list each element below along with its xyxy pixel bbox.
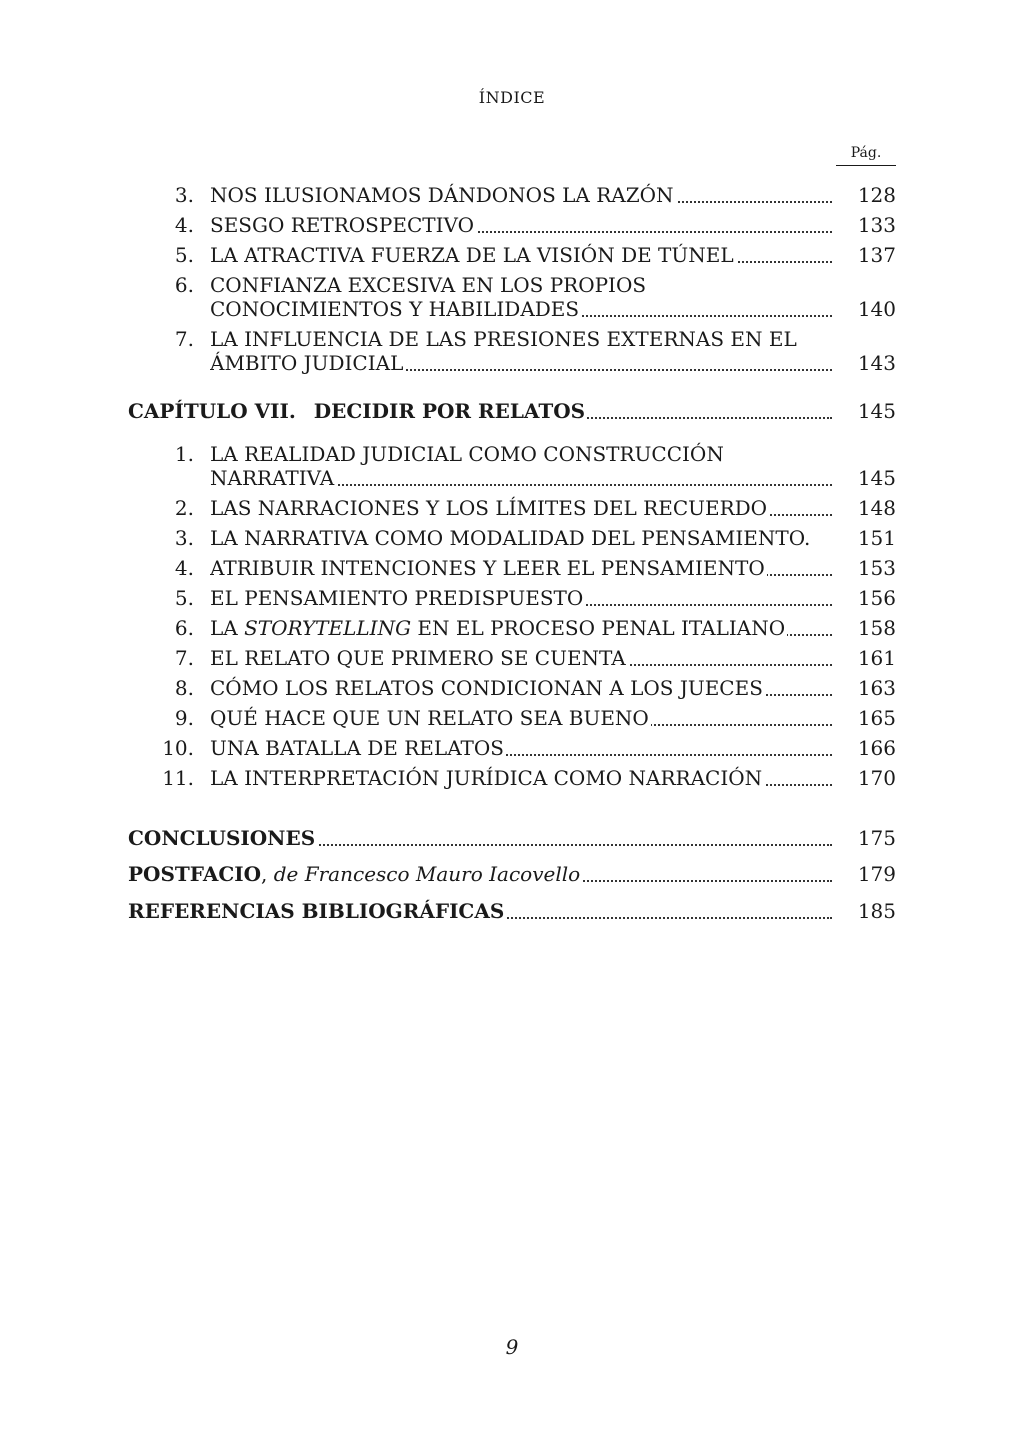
entry-title: ATRIBUIR INTENCIONES Y LEER EL PENSAMIENTO <box>210 553 832 583</box>
toc-entry <box>0 523 1024 553</box>
toc-backmatter-entry <box>0 896 1024 926</box>
entry-number: 6. <box>174 616 194 640</box>
entry-title: LA NARRATIVA COMO MODALIDAD DEL PENSAMIENTO. <box>210 526 811 550</box>
entry-number: 4. <box>174 556 194 580</box>
entry-page: 145 <box>857 466 896 490</box>
toc-entry <box>0 583 1024 613</box>
entry-title: SESGO RETROSPECTIVO <box>210 210 832 240</box>
toc-entry-continued <box>0 348 1024 378</box>
entry-title: LAS NARRACIONES Y LOS LÍMITES DEL RECUERDO <box>210 493 832 523</box>
entry-title: QUÉ HACE QUE UN RELATO SEA BUENO <box>210 703 832 733</box>
entry-number: 8. <box>174 676 194 700</box>
chapter-title <box>128 396 832 426</box>
toc-entry <box>0 733 1024 763</box>
toc-entry <box>0 673 1024 703</box>
entry-title: NOS ILUSIONAMOS DÁNDONOS LA RAZÓN <box>210 180 832 210</box>
entry-page: 128 <box>857 183 896 207</box>
page-column-label: Pág. <box>836 145 896 166</box>
entry-number: 7. <box>174 327 194 351</box>
entry-number: 5. <box>174 586 194 610</box>
entry-page: 153 <box>857 556 896 580</box>
toc-entry <box>0 210 1024 240</box>
entry-title: UNA BATALLA DE RELATOS <box>210 733 832 763</box>
entry-title-line-1: CONFIANZA EXCESIVA EN LOS PROPIOS <box>210 273 647 297</box>
entry-number: 3. <box>174 183 194 207</box>
entry-page: 166 <box>857 736 896 760</box>
entry-page: 143 <box>857 351 896 375</box>
references-title: REFERENCIAS BIBLIOGRÁFICAS <box>128 896 832 926</box>
entry-title: CÓMO LOS RELATOS CONDICIONAN A LOS JUECES <box>210 673 832 703</box>
entry-number: 2. <box>174 496 194 520</box>
entry-title-line-2: NARRATIVA <box>210 463 832 493</box>
toc-entry-continued <box>0 294 1024 324</box>
running-head: ÍNDICE <box>478 88 546 107</box>
toc-entry <box>0 763 1024 793</box>
entry-page: 145 <box>857 399 896 423</box>
entry-title: LA INTERPRETACIÓN JURÍDICA COMO NARRACIÓN <box>210 763 832 793</box>
entry-number: 5. <box>174 243 194 267</box>
toc-entry <box>0 240 1024 270</box>
conclusions-title: CONCLUSIONES <box>128 823 832 853</box>
entry-page: 165 <box>857 706 896 730</box>
toc-entry <box>0 643 1024 673</box>
entry-title-line-1: LA INFLUENCIA DE LAS PRESIONES EXTERNAS EN EL <box>210 327 797 351</box>
entry-number: 7. <box>174 646 194 670</box>
entry-number: 3. <box>174 526 194 550</box>
toc-backmatter-entry <box>0 859 1024 889</box>
entry-number: 10. <box>162 736 194 760</box>
toc-entry <box>0 703 1024 733</box>
entry-title: LA ATRACTIVA FUERZA DE LA VISIÓN DE TÚNEL <box>210 240 832 270</box>
entry-page: 148 <box>857 496 896 520</box>
page-number: 9 <box>505 1335 519 1359</box>
toc-entry-continued <box>0 463 1024 493</box>
toc-entry <box>0 553 1024 583</box>
entry-page: 156 <box>857 586 896 610</box>
entry-title: LA STORYTELLING EN EL PROCESO PENAL ITALIANO <box>210 613 832 643</box>
entry-number: 11. <box>162 766 194 790</box>
entry-number: 9. <box>174 706 194 730</box>
toc-entry <box>0 493 1024 523</box>
entry-page: 161 <box>857 646 896 670</box>
chapter-name: DECIDIR POR RELATOS <box>313 399 586 423</box>
entry-page: 140 <box>857 297 896 321</box>
entry-number: 6. <box>174 273 194 297</box>
chapter-label: CAPÍTULO VII. <box>128 399 296 423</box>
entry-page: 179 <box>857 862 896 886</box>
toc-chapter-entry <box>0 396 1024 426</box>
entry-page: 170 <box>857 766 896 790</box>
entry-number: 4. <box>174 213 194 237</box>
entry-page: 151 <box>857 526 896 550</box>
toc-backmatter-entry <box>0 823 1024 853</box>
entry-title: EL RELATO QUE PRIMERO SE CUENTA <box>210 643 832 673</box>
entry-page: 175 <box>857 826 896 850</box>
toc-entry <box>0 613 1024 643</box>
entry-page: 158 <box>857 616 896 640</box>
entry-title: EL PENSAMIENTO PREDISPUESTO <box>210 583 832 613</box>
entry-number: 1. <box>174 442 194 466</box>
postface-title: POSTFACIO, de Francesco Mauro Iacovello <box>128 859 832 889</box>
entry-page: 163 <box>857 676 896 700</box>
entry-title-line-1: LA REALIDAD JUDICIAL COMO CONSTRUCCIÓN <box>210 442 724 466</box>
toc-entry <box>0 180 1024 210</box>
entry-title-line-2: CONOCIMIENTOS Y HABILIDADES <box>210 294 832 324</box>
entry-title-line-2: ÁMBITO JUDICIAL <box>210 348 832 378</box>
entry-page: 185 <box>857 899 896 923</box>
entry-page: 137 <box>857 243 896 267</box>
entry-page: 133 <box>857 213 896 237</box>
